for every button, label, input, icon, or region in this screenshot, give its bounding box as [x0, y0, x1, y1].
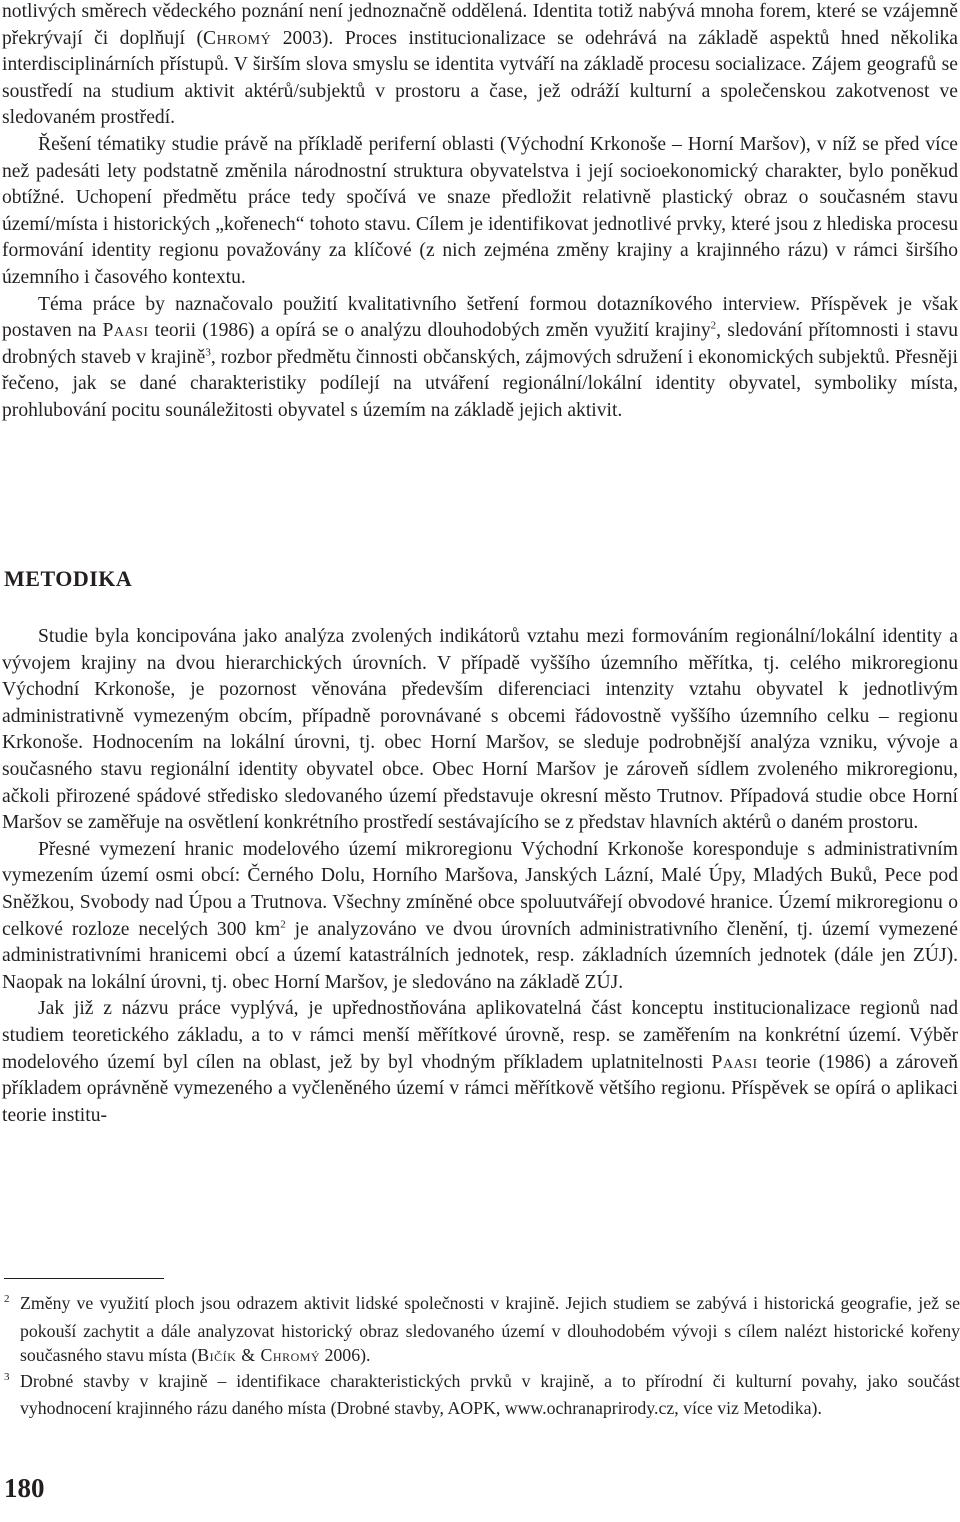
citation: Chromý	[203, 27, 272, 49]
text: , rozbor předmětu činnosti občanských, zájmových sdružení i ekonomických subjektů. Přesněji řečeno, jak se dané charakteristiky podílejí na utváření regionální/lokální identity obyvatel, symboliky místa, prohlubování pocitu sounáležitosti obyvatel s územím na základě jejich aktivit.	[2, 346, 958, 421]
citation: Paasi	[711, 1051, 758, 1073]
text: Drobné stavby v krajině – identifikace charakteristických prvků v krajině, a to přírodní či kulturní povahy, jako součást vyhodnocení krajinného rázu daného místa (Drobné stavby, AOPK, www.ochranaprirody.cz, více viz Metodika).	[20, 1370, 960, 1418]
text: Změny ve využití ploch jsou odrazem aktivit lidské společnosti v krajině. Jejich studiem se zabývá i historická geografie, jež se pokouší zachytit a dále analyzovat historický obraz sledovaného území v dlouhodobém vývoji s cílem nalézt historické kořeny současného stavu místa (	[20, 1293, 960, 1365]
footnote-number: 2	[4, 1293, 10, 1305]
methods-block	[2, 624, 958, 1129]
text: je analyzováno ve dvou úrovních administrativního členění, tj. území vymezené administrativními hranicemi obcí a území katastrálních jednotek, resp. základních územních jednotek (dále jen ZÚJ). Naopak na lokální úrovni, tj. obec Horní Maršov, je sledováno na základě ZÚJ.	[2, 918, 958, 993]
superscript: 2	[280, 918, 286, 930]
paragraph	[2, 837, 958, 997]
citation: Paasi	[102, 320, 149, 342]
paragraph	[2, 996, 958, 1129]
intro-block	[2, 0, 958, 425]
paragraph: Řešení tématiky studie právě na příkladě periferní oblasti (Východní Krkonoše – Horní Maršov), v níž se před více než padesáti lety podstatně změnila národnostní struktura obyvatelstva i její socioekonomický charakter, bylo poněkud obtížné. Uchopení předmětu práce tedy spočívá ve snaze předložit relativně plastický obraz o současném stavu území/místa i historických „kořenech“ tohoto stavu. Cílem je identifikovat jednotlivé prvky, které jsou z hlediska procesu formování identity regionu považovány za klíčové (z nich zejména změny krajiny a krajinného rázu) v rámci širšího územního i časového kontextu.	[2, 133, 958, 288]
text: , sledování přítomnosti i stavu drobných staveb v krajině	[2, 320, 958, 368]
citation: Bičík & Chromý	[197, 1345, 321, 1365]
text: 2006).	[320, 1345, 371, 1365]
section-heading: METODIKA	[4, 566, 133, 591]
text: Jak již z názvu práce vyplývá, je upřednostňována aplikovatelná část konceptu institucionalizace regionů nad studiem teoretického základu, a to v rámci menší měřítkové úrovně, resp. se zaměřením na konkrétní území. Výběr modelového území byl cílen na oblast, jež by byl vhodným příkladem uplatnitelnosti	[2, 998, 958, 1073]
footnote	[4, 1369, 960, 1421]
footnote-number: 3	[4, 1370, 10, 1383]
footnote-ref: 2	[710, 319, 717, 332]
footnote	[4, 1291, 960, 1368]
page-number: 180	[4, 1473, 45, 1503]
footnote-ref: 3	[205, 346, 211, 359]
footnotes	[4, 1291, 960, 1422]
paragraph: Studie byla koncipována jako analýza zvolených indikátorů vztahu mezi formováním regionální/lokální identity a vývojem krajiny na dvou hierarchických úrovních. V případě vyššího územního měřítka, tj. celého mikroregionu Východní Krkonoše, je pozornost věnována především diferenciaci intenzity vztahu obyvatel k jednotlivým administrativně vymezeným obcím, případně porovnávané s obcemi řádovostně vyššího územního celku – regionu Krkonoše. Hodnocením na lokální úrovni, tj. obec Horní Maršov, se sleduje podrobnější analýza vzniku, vývoje a současného stavu regionální identity obyvatel obce. Obec Horní Maršov je zároveň sídlem zvoleného mikroregionu, ačkoli přirozené spádové středisko sledovaného území představuje okresní město Trutnov. Případová studie obce Horní Maršov se zaměřuje na osvětlení konkrétního prostředí sestávajícího se z představ hlavních aktérů o daném prostoru.	[2, 626, 958, 834]
paragraph	[2, 292, 958, 425]
text: teorii (1986) a opírá se o analýzu dlouhodobých změn využití krajiny	[148, 320, 711, 342]
text: Téma práce by naznačovalo použití kvalitativního šetření formou dotazníkového interview. Příspěvek je však postaven na	[2, 293, 958, 342]
text: Přesné vymezení hranic modelového území mikroregionu Východní Krkonoše koresponduje s administrativním vymezením území osmi obcí: Černého Dolu, Horního Maršova, Janských Lázní, Malé Úpy, Mladých Buků, Pece pod Sněžkou, Svobody nad Úpou a Trutnova. Všechny zmíněné obce spoluutvářejí obvodové hranice. Území mikroregionu o celkové rozloze necelých 300 km	[2, 838, 958, 940]
text: teorie (1986) a zároveň příkladem oprávněně vymezeného a vyčleněného území v rámci měřítkově většího regionu. Příspěvek se opírá o aplikaci teorie institu-	[2, 1051, 958, 1126]
footnote-divider	[4, 1278, 164, 1279]
text: notlivých směrech vědeckého poznání není jednoznačně oddělená. Identita totiž nabývá mnoha forem, které se vzájemně překrývají či doplňují (	[2, 1, 958, 49]
paragraph	[2, 0, 958, 132]
text: 2003). Proces institucionalizace se odehrává na základě aspektů hned několika interdisciplinárních přístupů. V širším slova smyslu se identita vytváří na základě procesu socializace. Zájem geografů se soustředí na studium aktivit aktérů/subjektů v prostoru a čase, jež odráží kulturní a společenskou zakotvenost ve sledovaném prostředí.	[2, 27, 959, 129]
